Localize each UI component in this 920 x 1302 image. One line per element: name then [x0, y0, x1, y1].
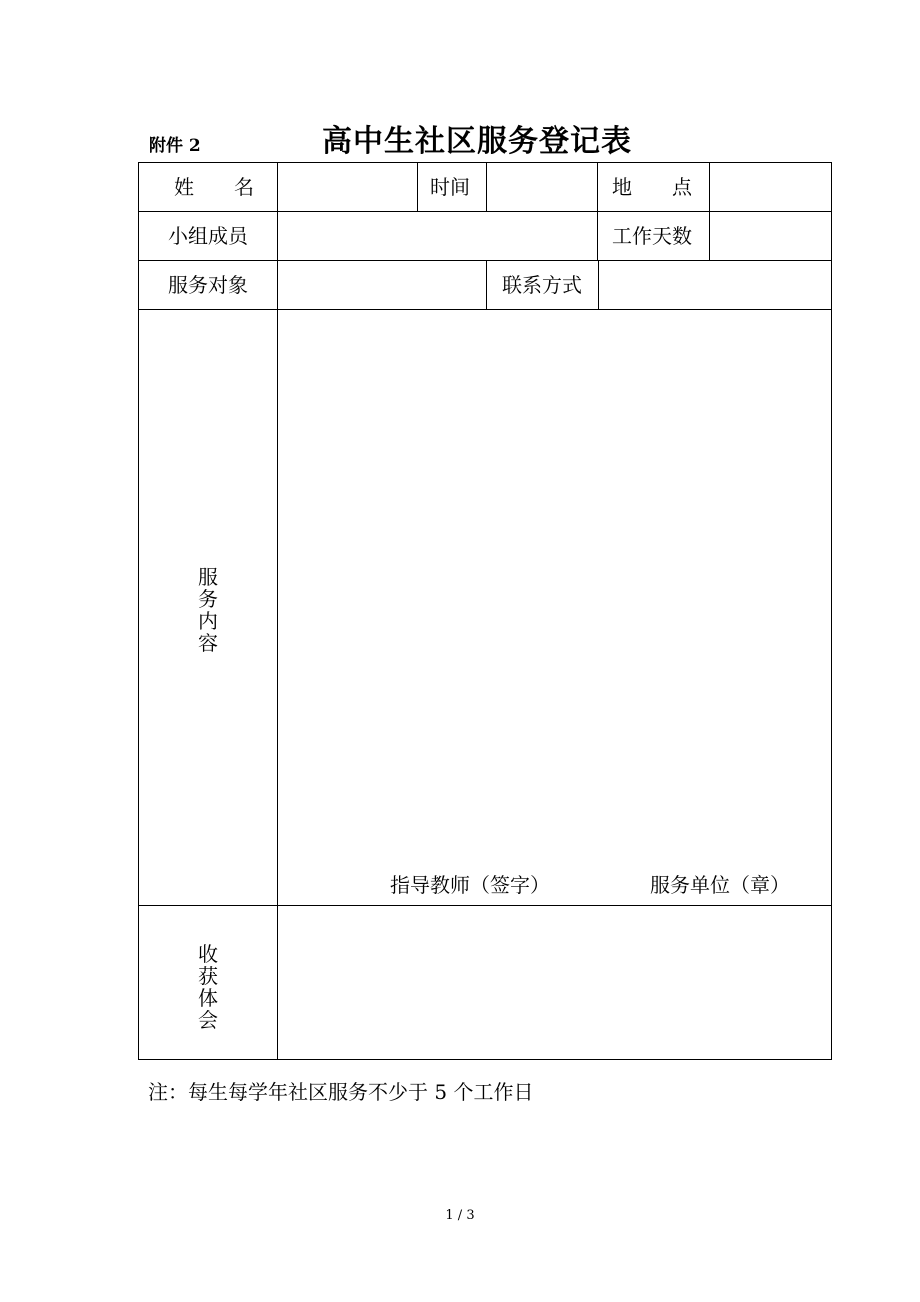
- reflection-field[interactable]: [279, 906, 830, 1058]
- group-members-label: 小组成员: [168, 224, 248, 248]
- contact-label: 联系方式: [502, 273, 582, 297]
- attachment-label: 附件 2: [149, 136, 201, 156]
- group-members-field[interactable]: [279, 212, 596, 259]
- place-label: 地 点: [612, 175, 692, 199]
- column-divider: [709, 162, 710, 260]
- column-divider: [597, 162, 598, 260]
- label-column-divider: [277, 162, 278, 1060]
- time-label: 时间: [430, 175, 470, 199]
- column-divider: [417, 162, 418, 211]
- service-target-field[interactable]: [279, 261, 485, 308]
- column-divider: [486, 162, 487, 211]
- contact-field[interactable]: [600, 261, 830, 308]
- service-content-label: 服 务 内 容: [198, 565, 218, 655]
- table-border-right: [831, 162, 832, 1060]
- page-title: 高中生社区服务登记表: [322, 124, 632, 159]
- work-days-label: 工作天数: [612, 224, 692, 248]
- footnote: 注：每生每学年社区服务不少于 5 个工作日: [148, 1080, 534, 1104]
- place-field[interactable]: [711, 163, 830, 210]
- page-number: 1 / 3: [445, 1208, 475, 1223]
- teacher-signature-label: 指导教师（签字）: [390, 873, 550, 897]
- work-days-field[interactable]: [711, 212, 830, 259]
- table-border-bottom: [138, 1059, 832, 1060]
- service-target-label: 服务对象: [168, 273, 248, 297]
- service-content-field[interactable]: [279, 310, 830, 904]
- column-divider: [598, 260, 599, 309]
- reflection-label: 收 获 体 会: [198, 942, 218, 1032]
- time-field[interactable]: [488, 163, 596, 210]
- table-border-left: [138, 162, 139, 1060]
- name-field[interactable]: [279, 163, 416, 210]
- service-unit-seal-label: 服务单位（章）: [650, 873, 790, 897]
- column-divider: [486, 260, 487, 309]
- name-label: 姓 名: [174, 175, 254, 199]
- registration-form-table: [138, 162, 832, 1060]
